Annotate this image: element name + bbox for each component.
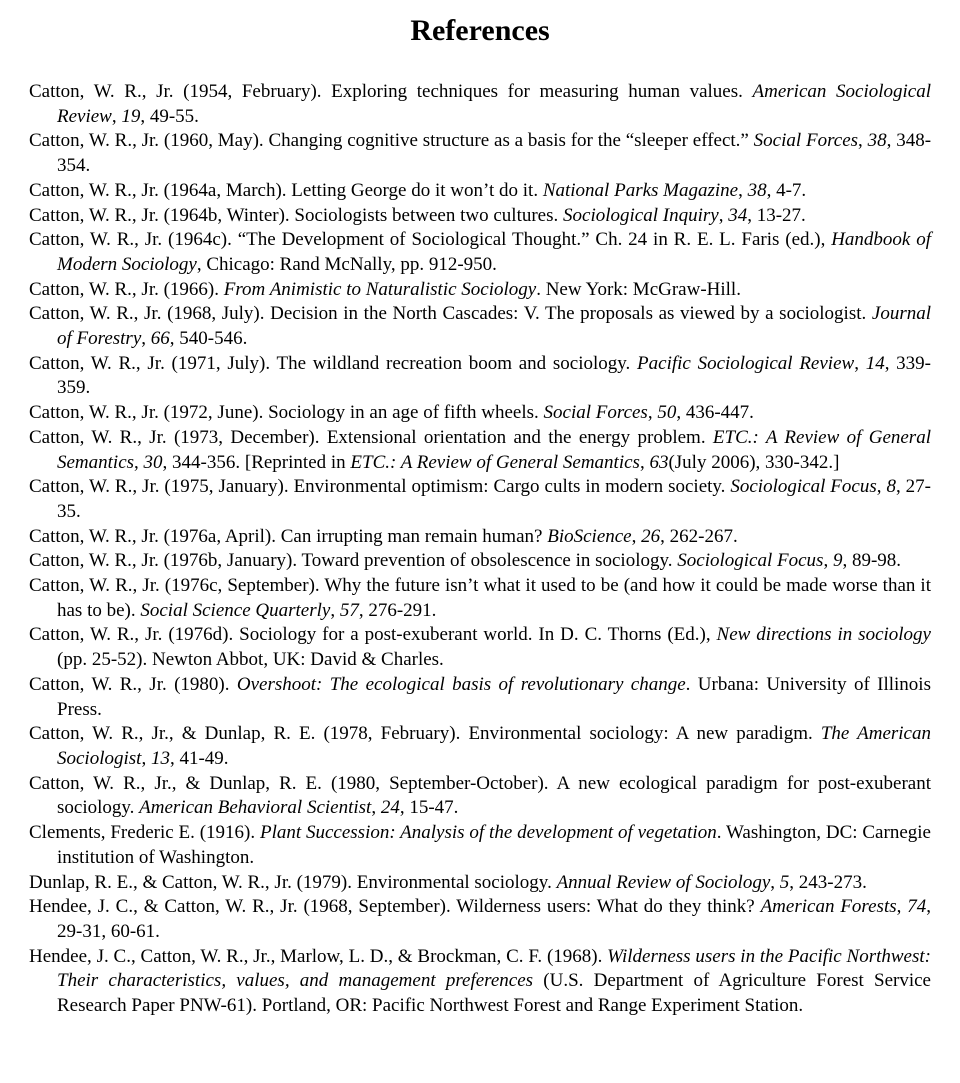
reference-text: , 540-546. — [169, 328, 248, 350]
reference-text: , 243-273. — [789, 871, 867, 893]
reference-text: Catton, W. R., Jr. (1964b, Winter). Sociologists between two cultures. — [29, 204, 564, 226]
reference-italic-text: The American Sociologist — [57, 723, 931, 769]
reference-text: (July 2006), 330-342.] — [668, 451, 840, 473]
reference-italic-text: Wilderness users in the Pacific Northwest: Their characteristics, values, and management preferences — [57, 945, 931, 992]
reference-entry — [29, 352, 931, 401]
reference-text: , — [823, 550, 833, 572]
reference-text: , 13-27. — [747, 204, 806, 226]
reference-italic-text: Social Science Quarterly — [140, 599, 331, 621]
reference-text: , 41-49. — [169, 747, 229, 769]
reference-entry — [29, 228, 931, 277]
reference-italic-text: Annual Review of Sociology — [556, 871, 771, 893]
reference-text: , 348-354. — [57, 130, 932, 177]
reference-text: . New York: McGraw-Hill. — [536, 278, 741, 300]
reference-text: , 276-291. — [358, 599, 437, 621]
reference-entry — [29, 475, 931, 524]
reference-text: Catton, W. R., Jr. (1976d). Sociology for a post-exuberant world. In D. C. Thorns (Ed.), — [29, 624, 717, 646]
reference-italic-text: 14 — [865, 352, 885, 374]
reference-italic-text: 5 — [779, 871, 790, 893]
reference-text: Dunlap, R. E., & Catton, W. R., Jr. (1979). Environmental sociology. — [29, 871, 557, 893]
reference-italic-text: Sociological Inquiry — [563, 204, 719, 226]
reference-entry — [29, 623, 931, 672]
reference-entry — [29, 179, 931, 204]
reference-text: , 344-356. [Reprinted in — [162, 451, 351, 473]
reference-text: , — [770, 871, 780, 893]
reference-text: , 339-359. — [57, 352, 932, 399]
reference-italic-text: 13 — [150, 747, 170, 769]
reference-italic-text: 19 — [121, 105, 141, 127]
reference-text: , — [371, 797, 381, 819]
reference-entry — [29, 80, 931, 129]
reference-italic-text: 30 — [143, 451, 163, 473]
reference-text: , — [330, 599, 340, 621]
reference-text: , — [631, 525, 642, 547]
reference-text: , — [854, 352, 866, 374]
reference-italic-text: 38 — [867, 130, 887, 152]
reference-italic-text: Overshoot: The ecological basis of revolutionary change — [236, 673, 686, 695]
reference-text: Catton, W. R., Jr. (1972, June). Sociology in an age of fifth wheels. — [29, 402, 544, 424]
reference-italic-text: Handbook of Modern Sociology — [57, 229, 931, 275]
reference-italic-text: 74 — [907, 896, 927, 918]
reference-text: , — [858, 130, 868, 152]
reference-italic-text: Social Forces — [753, 130, 859, 152]
reference-italic-text: BioScience — [547, 525, 632, 547]
reference-entry — [29, 129, 931, 178]
reference-entry — [29, 204, 931, 229]
reference-entry — [29, 945, 931, 1019]
reference-italic-text: Plant Succession: Analysis of the development of vegetation — [259, 822, 717, 844]
reference-italic-text: Journal of Forestry — [57, 303, 931, 350]
reference-italic-text: 38 — [747, 179, 767, 201]
reference-text: Catton, W. R., Jr. (1980). — [29, 673, 237, 695]
reference-italic-text: 50 — [657, 402, 677, 424]
reference-text: , — [876, 476, 887, 498]
reference-entry — [29, 525, 931, 550]
reference-italic-text: 8 — [886, 476, 896, 498]
reference-text: . Washington, DC: Carnegie institution of Washington. — [57, 822, 931, 868]
references-list — [29, 80, 931, 1019]
reference-text: , Chicago: Rand McNally, pp. 912-950. — [196, 253, 497, 275]
reference-italic-text: Social Forces — [543, 402, 648, 424]
reference-text: Catton, W. R., Jr. (1968, July). Decision in the North Cascades: V. The proposals as viewed by a sociologist. — [29, 303, 872, 325]
reference-text: , 29-31, 60-61. — [57, 896, 931, 942]
reference-italic-text: 66 — [150, 328, 170, 350]
reference-text: , 15-47. — [399, 797, 459, 819]
reference-text: , 89-98. — [842, 550, 902, 572]
reference-italic-text: Sociological Focus — [730, 476, 877, 498]
reference-entry — [29, 772, 931, 821]
reference-text: Catton, W. R., Jr. (1975, January). Environmental optimism: Cargo cults in modern society. — [29, 476, 731, 498]
reference-italic-text: Sociological Focus — [677, 550, 824, 572]
reference-entry — [29, 871, 931, 896]
reference-italic-text: ETC.: A Review of General Semantics — [57, 426, 931, 473]
reference-text: (pp. 25-52). Newton Abbot, UK: David & Charles. — [57, 649, 444, 671]
reference-text: , — [639, 451, 650, 473]
reference-italic-text: American Behavioral Scientist — [139, 797, 372, 819]
reference-text: , — [738, 179, 748, 201]
reference-entry — [29, 278, 931, 303]
reference-italic-text: 26 — [641, 525, 661, 547]
reference-entry — [29, 673, 931, 722]
reference-text: Clements, Frederic E. (1916). — [29, 822, 260, 844]
reference-text: , 4-7. — [766, 179, 807, 201]
reference-text: , — [141, 747, 151, 769]
reference-italic-text: New directions in sociology — [716, 624, 931, 646]
reference-italic-text: 34 — [728, 204, 748, 226]
reference-text: Catton, W. R., Jr. (1976a, April). Can irrupting man remain human? — [29, 525, 548, 547]
reference-text: , — [141, 328, 151, 350]
reference-entry — [29, 821, 931, 870]
reference-italic-text: 63 — [649, 451, 669, 473]
reference-text: , — [896, 896, 908, 918]
reference-text: , 49-55. — [140, 105, 199, 127]
reference-text: , 27-35. — [57, 476, 932, 522]
reference-text: Catton, W. R., Jr. (1971, July). The wildland recreation boom and sociology. — [29, 352, 638, 374]
reference-italic-text: American Sociological Review — [57, 81, 931, 127]
reference-entry — [29, 401, 931, 426]
reference-entry — [29, 722, 931, 771]
reference-text: , 262-267. — [660, 525, 738, 547]
reference-text: Catton, W. R., Jr., & Dunlap, R. E. (1978, February). Environmental sociology: A new paradigm. — [29, 723, 821, 745]
reference-text: Catton, W. R., Jr., & Dunlap, R. E. (1980, September-October). A new ecological paradigm for post-exuberant sociology. — [29, 772, 931, 819]
reference-italic-text: ETC.: A Review of General Semantics — [350, 451, 640, 473]
reference-italic-text: 24 — [380, 797, 400, 819]
reference-italic-text: Pacific Sociological Review — [637, 352, 855, 374]
reference-text: Catton, W. R., Jr. (1964c). “The Development of Sociological Thought.” Ch. 24 in R. E. L. Faris (ed.), — [29, 229, 832, 251]
reference-italic-text: National Parks Magazine — [542, 179, 739, 201]
reference-entry — [29, 302, 931, 351]
reference-text: Catton, W. R., Jr. (1973, December). Extensional orientation and the energy problem. — [29, 426, 713, 448]
reference-italic-text: 9 — [832, 550, 843, 572]
reference-entry — [29, 895, 931, 944]
reference-italic-text: 57 — [339, 599, 359, 621]
reference-italic-text: From Animistic to Naturalistic Sociology — [223, 278, 537, 300]
page-title: References — [410, 14, 550, 47]
reference-text: , — [111, 105, 122, 127]
reference-text: Hendee, J. C., Catton, W. R., Jr., Marlow, L. D., & Brockman, C. F. (1968). — [29, 945, 608, 967]
reference-text: , — [134, 451, 144, 473]
reference-text: . Urbana: University of Illinois Press. — [57, 673, 931, 720]
reference-text: , — [647, 402, 658, 424]
reference-text: , — [718, 204, 729, 226]
reference-text: Catton, W. R., Jr. (1976c, September). Why the future isn’t what it used to be (and how it could be made worse than it has to be). — [29, 575, 931, 621]
reference-text: Hendee, J. C., & Catton, W. R., Jr. (1968, September). Wilderness users: What do they think? — [29, 896, 761, 918]
reference-italic-text: American Forests — [760, 896, 897, 918]
reference-text: Catton, W. R., Jr. (1960, May). Changing cognitive structure as a basis for the “sleeper effect.” — [29, 130, 754, 152]
reference-text: Catton, W. R., Jr. (1964a, March). Letting George do it won’t do it. — [29, 179, 543, 201]
reference-text: Catton, W. R., Jr. (1976b, January). Toward prevention of obsolescence in sociology. — [29, 550, 678, 572]
reference-text: Catton, W. R., Jr. (1966). — [29, 278, 224, 300]
reference-entry — [29, 426, 931, 475]
reference-entry — [29, 549, 931, 574]
reference-entry — [29, 574, 931, 623]
reference-text: , 436-447. — [676, 402, 754, 424]
reference-text: (U.S. Department of Agriculture Forest Service Research Paper PNW-61). Portland, OR: Pacific Northwest Forest and Range Experiment Station. — [57, 970, 931, 1017]
reference-text: Catton, W. R., Jr. (1954, February). Exploring techniques for measuring human values. — [29, 81, 753, 102]
